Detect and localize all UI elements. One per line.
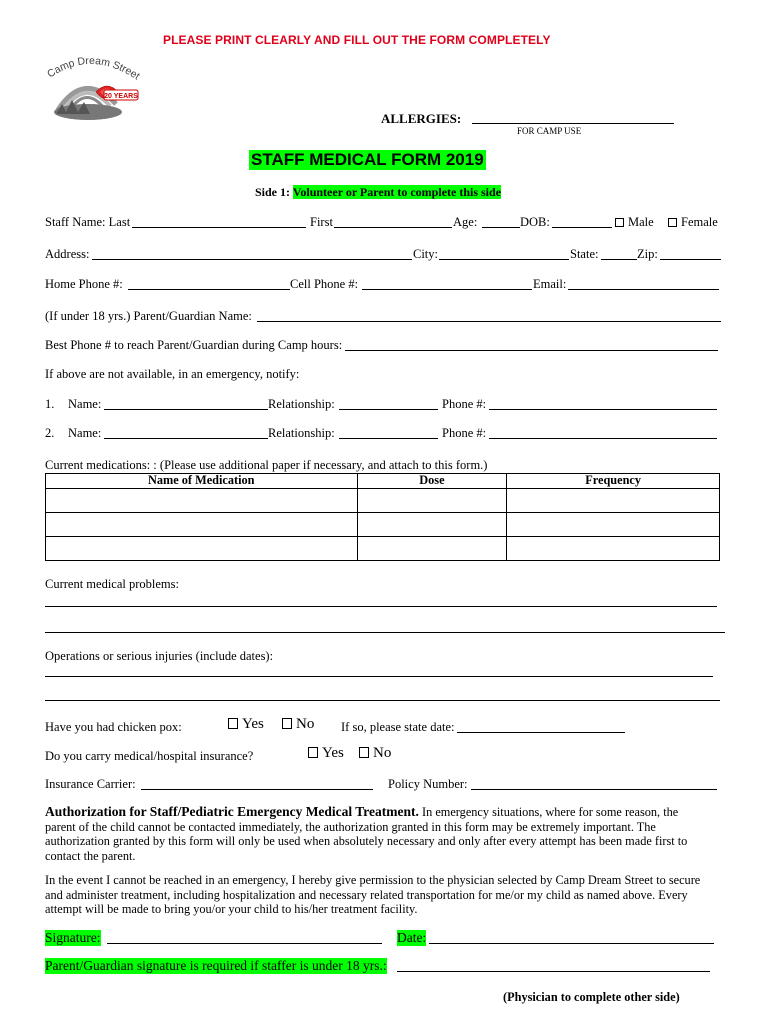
insurance-yes[interactable]	[308, 745, 344, 762]
state-date-label: If so, please state date:	[341, 720, 455, 734]
insurance-no-checkbox[interactable]	[359, 747, 369, 758]
allergies-input[interactable]	[472, 123, 674, 124]
operations-label: Operations or serious injuries (include dates):	[45, 649, 274, 663]
authorization-text-1: In emergency situations, where for some reason, the parent of the child cannot be contacted immediately, the authorization granted in this form may be extremely important. The authorization granted by this form will only be used when absolutely necessary and only after every attempt has been made first to contact the parent.	[45, 805, 688, 863]
insurance-carrier-input[interactable]	[141, 789, 373, 790]
last-name-input[interactable]	[132, 227, 306, 228]
dose-cell[interactable]	[357, 513, 507, 537]
guardian-signature-input[interactable]	[397, 971, 710, 972]
medical-problems-line-2[interactable]	[45, 632, 725, 633]
staff-name-label: Staff Name: Last	[45, 215, 131, 229]
contact1-name-label: Name:	[68, 397, 102, 411]
age-input[interactable]	[482, 227, 520, 228]
chicken-pox-yes-label: Yes	[242, 716, 264, 732]
state-label: State:	[570, 247, 599, 261]
contact2-relationship-label: Relationship:	[268, 426, 335, 440]
chicken-pox-no[interactable]	[282, 716, 314, 733]
first-name-input[interactable]	[334, 227, 452, 228]
cell-phone-label: Cell Phone #:	[290, 277, 359, 291]
camp-logo	[44, 52, 144, 124]
date-label: Date:	[397, 930, 427, 945]
state-input[interactable]	[601, 259, 637, 260]
contact1-relationship-input[interactable]	[339, 409, 438, 410]
form-title: STAFF MEDICAL FORM 2019	[251, 150, 484, 169]
insurance-question: Do you carry medical/hospital insurance?	[45, 749, 254, 763]
cell-phone-input[interactable]	[362, 289, 532, 290]
guardian-signature-note: Parent/Guardian signature is required if staffer is under 18 yrs.:	[45, 958, 387, 973]
chicken-pox-no-checkbox[interactable]	[282, 718, 292, 729]
contact1-phone-input[interactable]	[489, 409, 717, 410]
medications-intro: Current medications: : (Please use additional paper if necessary, and attach to this form.)	[45, 458, 488, 472]
logo-text: Camp Dream Street	[45, 54, 142, 83]
signature-label: Signature:	[45, 930, 101, 945]
frequency-cell[interactable]	[507, 537, 720, 561]
email-input[interactable]	[568, 289, 719, 290]
medical-problems-label: Current medical problems:	[45, 577, 179, 591]
contact1-number: 1.	[45, 397, 55, 411]
contact1-phone-label: Phone #:	[442, 397, 487, 411]
for-camp-use-label: FOR CAMP USE	[517, 126, 582, 136]
female-checkbox[interactable]	[668, 218, 677, 227]
frequency-cell[interactable]	[507, 513, 720, 537]
side1-highlight: Volunteer or Parent to complete this side	[292, 185, 502, 199]
female-label: Female	[681, 215, 718, 229]
physician-note: (Physician to complete other side)	[503, 990, 680, 1004]
age-label: Age:	[453, 215, 478, 229]
allergies-label: ALLERGIES:	[381, 111, 462, 126]
dose-header: Dose	[357, 474, 507, 489]
date-input[interactable]	[429, 943, 714, 944]
operations-line-1[interactable]	[45, 676, 713, 677]
policy-number-label: Policy Number:	[388, 777, 468, 791]
medication-name-cell[interactable]	[46, 537, 358, 561]
chicken-pox-date-input[interactable]	[457, 732, 625, 733]
male-label: Male	[628, 215, 654, 229]
emergency-intro: If above are not available, in an emergency, notify:	[45, 367, 300, 381]
logo-badge: 20 YEARS	[104, 93, 138, 100]
dob-label: DOB:	[520, 215, 550, 229]
address-label: Address:	[45, 247, 90, 261]
address-input[interactable]	[92, 259, 412, 260]
svg-text:Camp Dream Street	[45, 55, 142, 83]
frequency-cell[interactable]	[507, 489, 720, 513]
chicken-pox-label: Have you had chicken pox:	[45, 720, 182, 734]
email-label: Email:	[533, 277, 567, 291]
contact1-relationship-label: Relationship:	[268, 397, 335, 411]
contact2-phone-input[interactable]	[489, 438, 717, 439]
side1-label	[255, 185, 501, 200]
print-instruction: PLEASE PRINT CLEARLY AND FILL OUT THE FORM COMPLETELY	[163, 33, 551, 47]
contact2-relationship-input[interactable]	[339, 438, 438, 439]
chicken-pox-yes-checkbox[interactable]	[228, 718, 238, 729]
guardian-name-label: (If under 18 yrs.) Parent/Guardian Name:	[45, 309, 252, 323]
contact2-number: 2.	[45, 426, 55, 440]
city-input[interactable]	[439, 259, 569, 260]
dob-input[interactable]	[552, 227, 612, 228]
contact2-name-label: Name:	[68, 426, 102, 440]
side1-prefix: Side 1:	[255, 185, 291, 199]
insurance-yes-checkbox[interactable]	[308, 747, 318, 758]
city-label: City:	[413, 247, 439, 261]
home-phone-label: Home Phone #:	[45, 277, 123, 291]
medication-name-header: Name of Medication	[46, 474, 358, 489]
insurance-no[interactable]	[359, 745, 391, 762]
rainbow-logo-icon	[44, 52, 144, 124]
medication-name-cell[interactable]	[46, 489, 358, 513]
medical-problems-line-1[interactable]	[45, 606, 717, 607]
insurance-carrier-label: Insurance Carrier:	[45, 777, 136, 791]
chicken-pox-no-label: No	[296, 716, 315, 732]
best-phone-label: Best Phone # to reach Parent/Guardian during Camp hours:	[45, 338, 343, 352]
chicken-pox-yes[interactable]	[228, 716, 264, 733]
guardian-name-input[interactable]	[257, 321, 721, 322]
best-phone-input[interactable]	[345, 350, 718, 351]
zip-label: Zip:	[637, 247, 658, 261]
zip-input[interactable]	[660, 259, 721, 260]
home-phone-input[interactable]	[128, 289, 290, 290]
authorization-paragraph-2: In the event I cannot be reached in an emergency, I hereby give permission to the physician selected by Camp Dream Street to secure and administer treatment, including hospitalization and necessary related transportation for me/or my child as named above. Every attempt will be made to bring you/or your child to his/her treatment facility.	[45, 873, 701, 916]
medications-header-row	[46, 474, 720, 489]
insurance-yes-label: Yes	[322, 745, 344, 761]
table-row	[46, 537, 720, 561]
dose-cell[interactable]	[357, 537, 507, 561]
contact1-name-input[interactable]	[104, 409, 268, 410]
first-name-label: First	[310, 215, 333, 229]
operations-line-2[interactable]	[45, 700, 720, 701]
contact2-name-input[interactable]	[104, 438, 268, 439]
insurance-no-label: No	[373, 745, 392, 761]
female-option[interactable]	[668, 215, 718, 230]
male-checkbox[interactable]	[615, 218, 624, 227]
contact2-phone-label: Phone #:	[442, 426, 487, 440]
signature-input[interactable]	[107, 943, 382, 944]
frequency-header: Frequency	[507, 474, 720, 489]
male-option[interactable]	[615, 215, 654, 230]
dose-cell[interactable]	[357, 489, 507, 513]
medication-name-cell[interactable]	[46, 513, 358, 537]
authorization-paragraph-1	[45, 805, 705, 863]
policy-number-input[interactable]	[471, 789, 717, 790]
table-row	[46, 513, 720, 537]
authorization-heading: Authorization for Staff/Pediatric Emergency Medical Treatment.	[45, 804, 419, 819]
medications-table	[45, 473, 720, 561]
table-row	[46, 489, 720, 513]
